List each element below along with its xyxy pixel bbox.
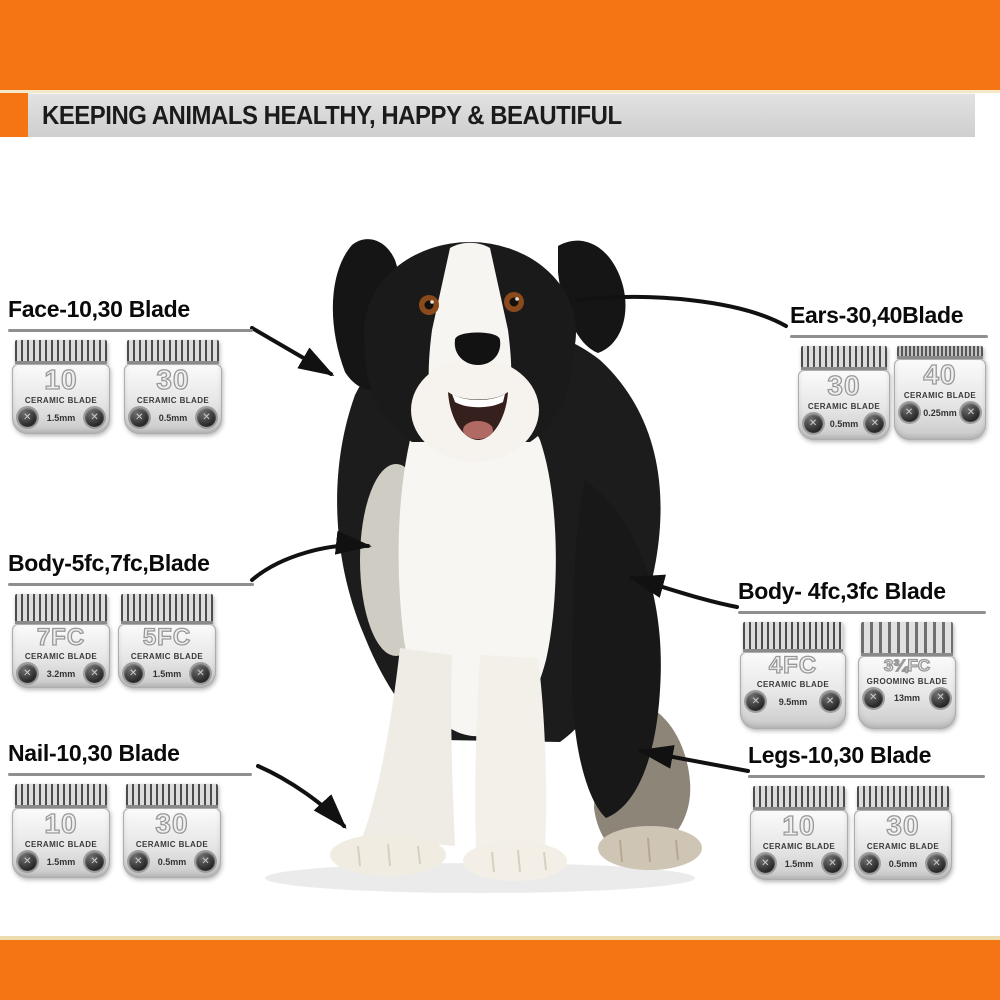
screw-icon: ✕ — [900, 403, 919, 422]
blade-teeth — [753, 786, 845, 810]
blade-plate — [894, 359, 986, 440]
screw-icon: ✕ — [864, 689, 883, 708]
dog-tongue — [463, 421, 493, 439]
section-legs-label: Legs-10,30 Blade — [748, 742, 932, 768]
dog-hind-paw — [598, 826, 702, 870]
dog-mouth — [448, 392, 508, 440]
header-bar — [28, 93, 975, 137]
blade-number: 4FC — [768, 652, 818, 679]
dog-front-toes — [358, 844, 546, 872]
screw-icon: ✕ — [18, 664, 37, 683]
screw-icon: ✕ — [18, 408, 37, 427]
blade-teeth — [857, 786, 949, 810]
blade-screw-row — [900, 403, 981, 422]
screw-icon: ✕ — [124, 664, 143, 683]
dog-illustration — [265, 239, 702, 893]
section-ears-blades — [798, 346, 988, 440]
blade-size: 3.2mm — [46, 668, 76, 679]
screw-icon: ✕ — [196, 852, 215, 871]
blade-screw-row — [860, 854, 946, 873]
blade-type-label: CERAMIC BLADE — [24, 396, 98, 406]
blade-plate — [750, 810, 848, 880]
dog-body — [337, 320, 660, 742]
section-body-right-blades — [740, 622, 986, 729]
section-face-blades — [12, 340, 253, 434]
blade-type-label: CERAMIC BLADE — [135, 840, 209, 850]
blade-plate — [12, 808, 110, 878]
blade-type-label: CERAMIC BLADE — [24, 652, 98, 662]
bottom-orange-band — [0, 940, 1000, 1000]
blade-type-label: GROOMING BLADE — [866, 676, 948, 686]
blade-screw-row — [18, 664, 104, 683]
blade-size: 9.5mm — [778, 696, 808, 707]
section-body-right-underline — [738, 611, 986, 614]
screw-icon: ✕ — [860, 854, 879, 873]
dog-shadow — [265, 863, 695, 893]
screw-icon: ✕ — [823, 854, 842, 873]
section-nail-underline — [8, 773, 252, 776]
blade-type-label: CERAMIC BLADE — [807, 402, 881, 412]
screw-icon: ✕ — [804, 414, 823, 433]
blade-number: 10 — [44, 808, 78, 839]
top-orange-band-left — [0, 90, 28, 137]
blade-teeth — [127, 340, 219, 364]
blade-teeth — [801, 346, 887, 370]
screw-icon: ✕ — [191, 664, 210, 683]
blade-plate — [12, 624, 110, 688]
blade-plate — [858, 656, 956, 729]
blade-screw-row — [864, 689, 950, 708]
screw-icon: ✕ — [18, 852, 37, 871]
dog-side-fluff — [360, 464, 432, 656]
screw-icon: ✕ — [85, 408, 104, 427]
screw-icon: ✕ — [961, 403, 980, 422]
blade-number: 30 — [886, 810, 920, 841]
blade-size: 0.5mm — [158, 412, 188, 423]
blade-size: 1.5mm — [784, 858, 814, 869]
clipper-blade-5fc — [118, 594, 216, 688]
blade-type-label: CERAMIC BLADE — [24, 840, 98, 850]
blade-screw-row — [804, 414, 885, 433]
blade-size: 0.25mm — [923, 407, 957, 418]
dog-blaze — [429, 243, 512, 396]
dog-cheeks — [365, 332, 573, 442]
nail-arrow — [258, 766, 344, 826]
blade-type-label: CERAMIC BLADE — [762, 842, 836, 852]
dog-haunch — [572, 480, 661, 818]
screw-icon: ✕ — [821, 692, 840, 711]
screw-icon: ✕ — [129, 852, 148, 871]
screw-icon: ✕ — [865, 414, 884, 433]
body-right-arrow — [632, 578, 737, 607]
section-body-right-label: Body- 4fc,3fc Blade — [738, 578, 946, 604]
blade-type-label: CERAMIC BLADE — [866, 842, 940, 852]
section-body-left-label: Body-5fc,7fc,Blade — [8, 550, 210, 576]
ears-arrow — [577, 297, 786, 326]
blade-size: 0.5mm — [157, 856, 187, 867]
clipper-blade-30 — [854, 786, 952, 880]
blade-number: 7FC — [36, 624, 86, 651]
dog-chest — [399, 395, 556, 736]
blade-number: 40 — [923, 359, 957, 390]
legs-arrow — [641, 751, 748, 771]
screw-icon: ✕ — [85, 852, 104, 871]
clipper-blade-40 — [894, 346, 986, 440]
screw-icon: ✕ — [931, 689, 950, 708]
section-body-left-underline — [8, 583, 254, 586]
blade-number: 30 — [155, 808, 189, 839]
dog-ear-right — [558, 241, 625, 353]
dog-hind-toes — [620, 838, 678, 862]
screw-icon: ✕ — [756, 854, 775, 873]
section-legs-underline — [748, 775, 985, 778]
blade-screw-row — [746, 692, 839, 711]
blade-teeth — [743, 622, 843, 652]
blade-type-label: CERAMIC BLADE — [903, 391, 977, 401]
clipper-blade-10 — [12, 784, 110, 878]
section-body-left-blades — [12, 594, 254, 688]
face-arrow — [252, 328, 331, 374]
blade-screw-row — [18, 852, 104, 871]
clipper-blade-30 — [124, 340, 222, 434]
blade-plate — [740, 652, 846, 729]
screw-icon: ✕ — [197, 408, 216, 427]
dog-teeth — [452, 394, 505, 407]
dog-muzzle — [411, 358, 539, 462]
blade-plate — [123, 808, 221, 878]
section-legs — [748, 742, 985, 880]
section-face-label: Face-10,30 Blade — [8, 296, 190, 322]
blade-teeth — [897, 346, 983, 359]
header-title: KEEPING ANIMALS HEALTHY, HAPPY & BEAUTIFUL — [42, 100, 622, 130]
blade-size: 1.5mm — [46, 412, 76, 423]
dog-tail — [594, 697, 690, 857]
section-nail — [8, 740, 252, 878]
dog-head — [364, 242, 576, 422]
blade-type-label: CERAMIC BLADE — [130, 652, 204, 662]
blade-size: 0.5mm — [888, 858, 918, 869]
blade-plate — [12, 364, 110, 434]
blade-screw-row — [124, 664, 210, 683]
dog-ear-left — [333, 239, 405, 390]
blade-teeth — [15, 594, 107, 624]
blade-number: 5FC — [142, 624, 192, 651]
section-ears-label: Ears-30,40Blade — [790, 302, 964, 328]
dog-nose — [455, 333, 500, 366]
blade-teeth — [861, 622, 953, 656]
section-nail-label: Nail-10,30 Blade — [8, 740, 180, 766]
clipper-blade-3-3-4fc — [858, 622, 956, 729]
clipper-blade-30 — [123, 784, 221, 878]
blade-plate — [854, 810, 952, 880]
section-nail-blades — [12, 784, 252, 878]
blade-plate — [118, 624, 216, 688]
dog-front-leg-right — [475, 655, 546, 850]
blade-size: 13mm — [893, 693, 920, 704]
blade-plate — [124, 364, 222, 434]
section-body-left — [8, 550, 254, 688]
body-left-arrow — [252, 545, 368, 580]
blade-size: 0.5mm — [829, 418, 859, 429]
clipper-blade-7fc — [12, 594, 110, 688]
section-body-right — [738, 578, 986, 729]
clipper-blade-30 — [798, 346, 890, 440]
blade-type-label: CERAMIC BLADE — [136, 396, 210, 406]
dog-front-paw-right — [463, 841, 567, 881]
blade-number: 30 — [156, 364, 190, 395]
blade-teeth — [126, 784, 218, 808]
blade-type-label: CERAMIC BLADE — [756, 680, 830, 690]
blade-number: 3¾FC — [883, 656, 931, 675]
blade-plate — [798, 370, 890, 440]
section-legs-blades — [750, 786, 985, 880]
blade-screw-row — [756, 854, 842, 873]
callout-arrows — [252, 297, 786, 826]
blade-screw-row — [18, 408, 104, 427]
cream-divider-bottom — [0, 936, 1000, 940]
blade-screw-row — [130, 408, 216, 427]
blade-teeth — [121, 594, 213, 624]
dog-front-paw-left — [330, 834, 446, 876]
blade-number: 10 — [44, 364, 78, 395]
section-face-underline — [8, 329, 253, 332]
screw-icon: ✕ — [85, 664, 104, 683]
clipper-blade-10 — [750, 786, 848, 880]
blade-teeth — [15, 340, 107, 364]
screw-icon: ✕ — [130, 408, 149, 427]
clipper-blade-4fc — [740, 622, 846, 729]
screw-icon: ✕ — [927, 854, 946, 873]
screw-icon: ✕ — [746, 692, 765, 711]
blade-number: 30 — [827, 370, 861, 401]
blade-teeth — [15, 784, 107, 808]
blade-number: 10 — [782, 810, 816, 841]
blade-size: 1.5mm — [46, 856, 76, 867]
dog-eyes — [419, 292, 524, 315]
section-face — [8, 296, 253, 434]
section-ears — [790, 302, 988, 440]
section-ears-underline — [790, 335, 988, 338]
dog-front-leg-left — [362, 648, 455, 846]
top-orange-band — [0, 0, 1000, 90]
blade-screw-row — [129, 852, 215, 871]
clipper-blade-10 — [12, 340, 110, 434]
blade-size: 1.5mm — [152, 668, 182, 679]
